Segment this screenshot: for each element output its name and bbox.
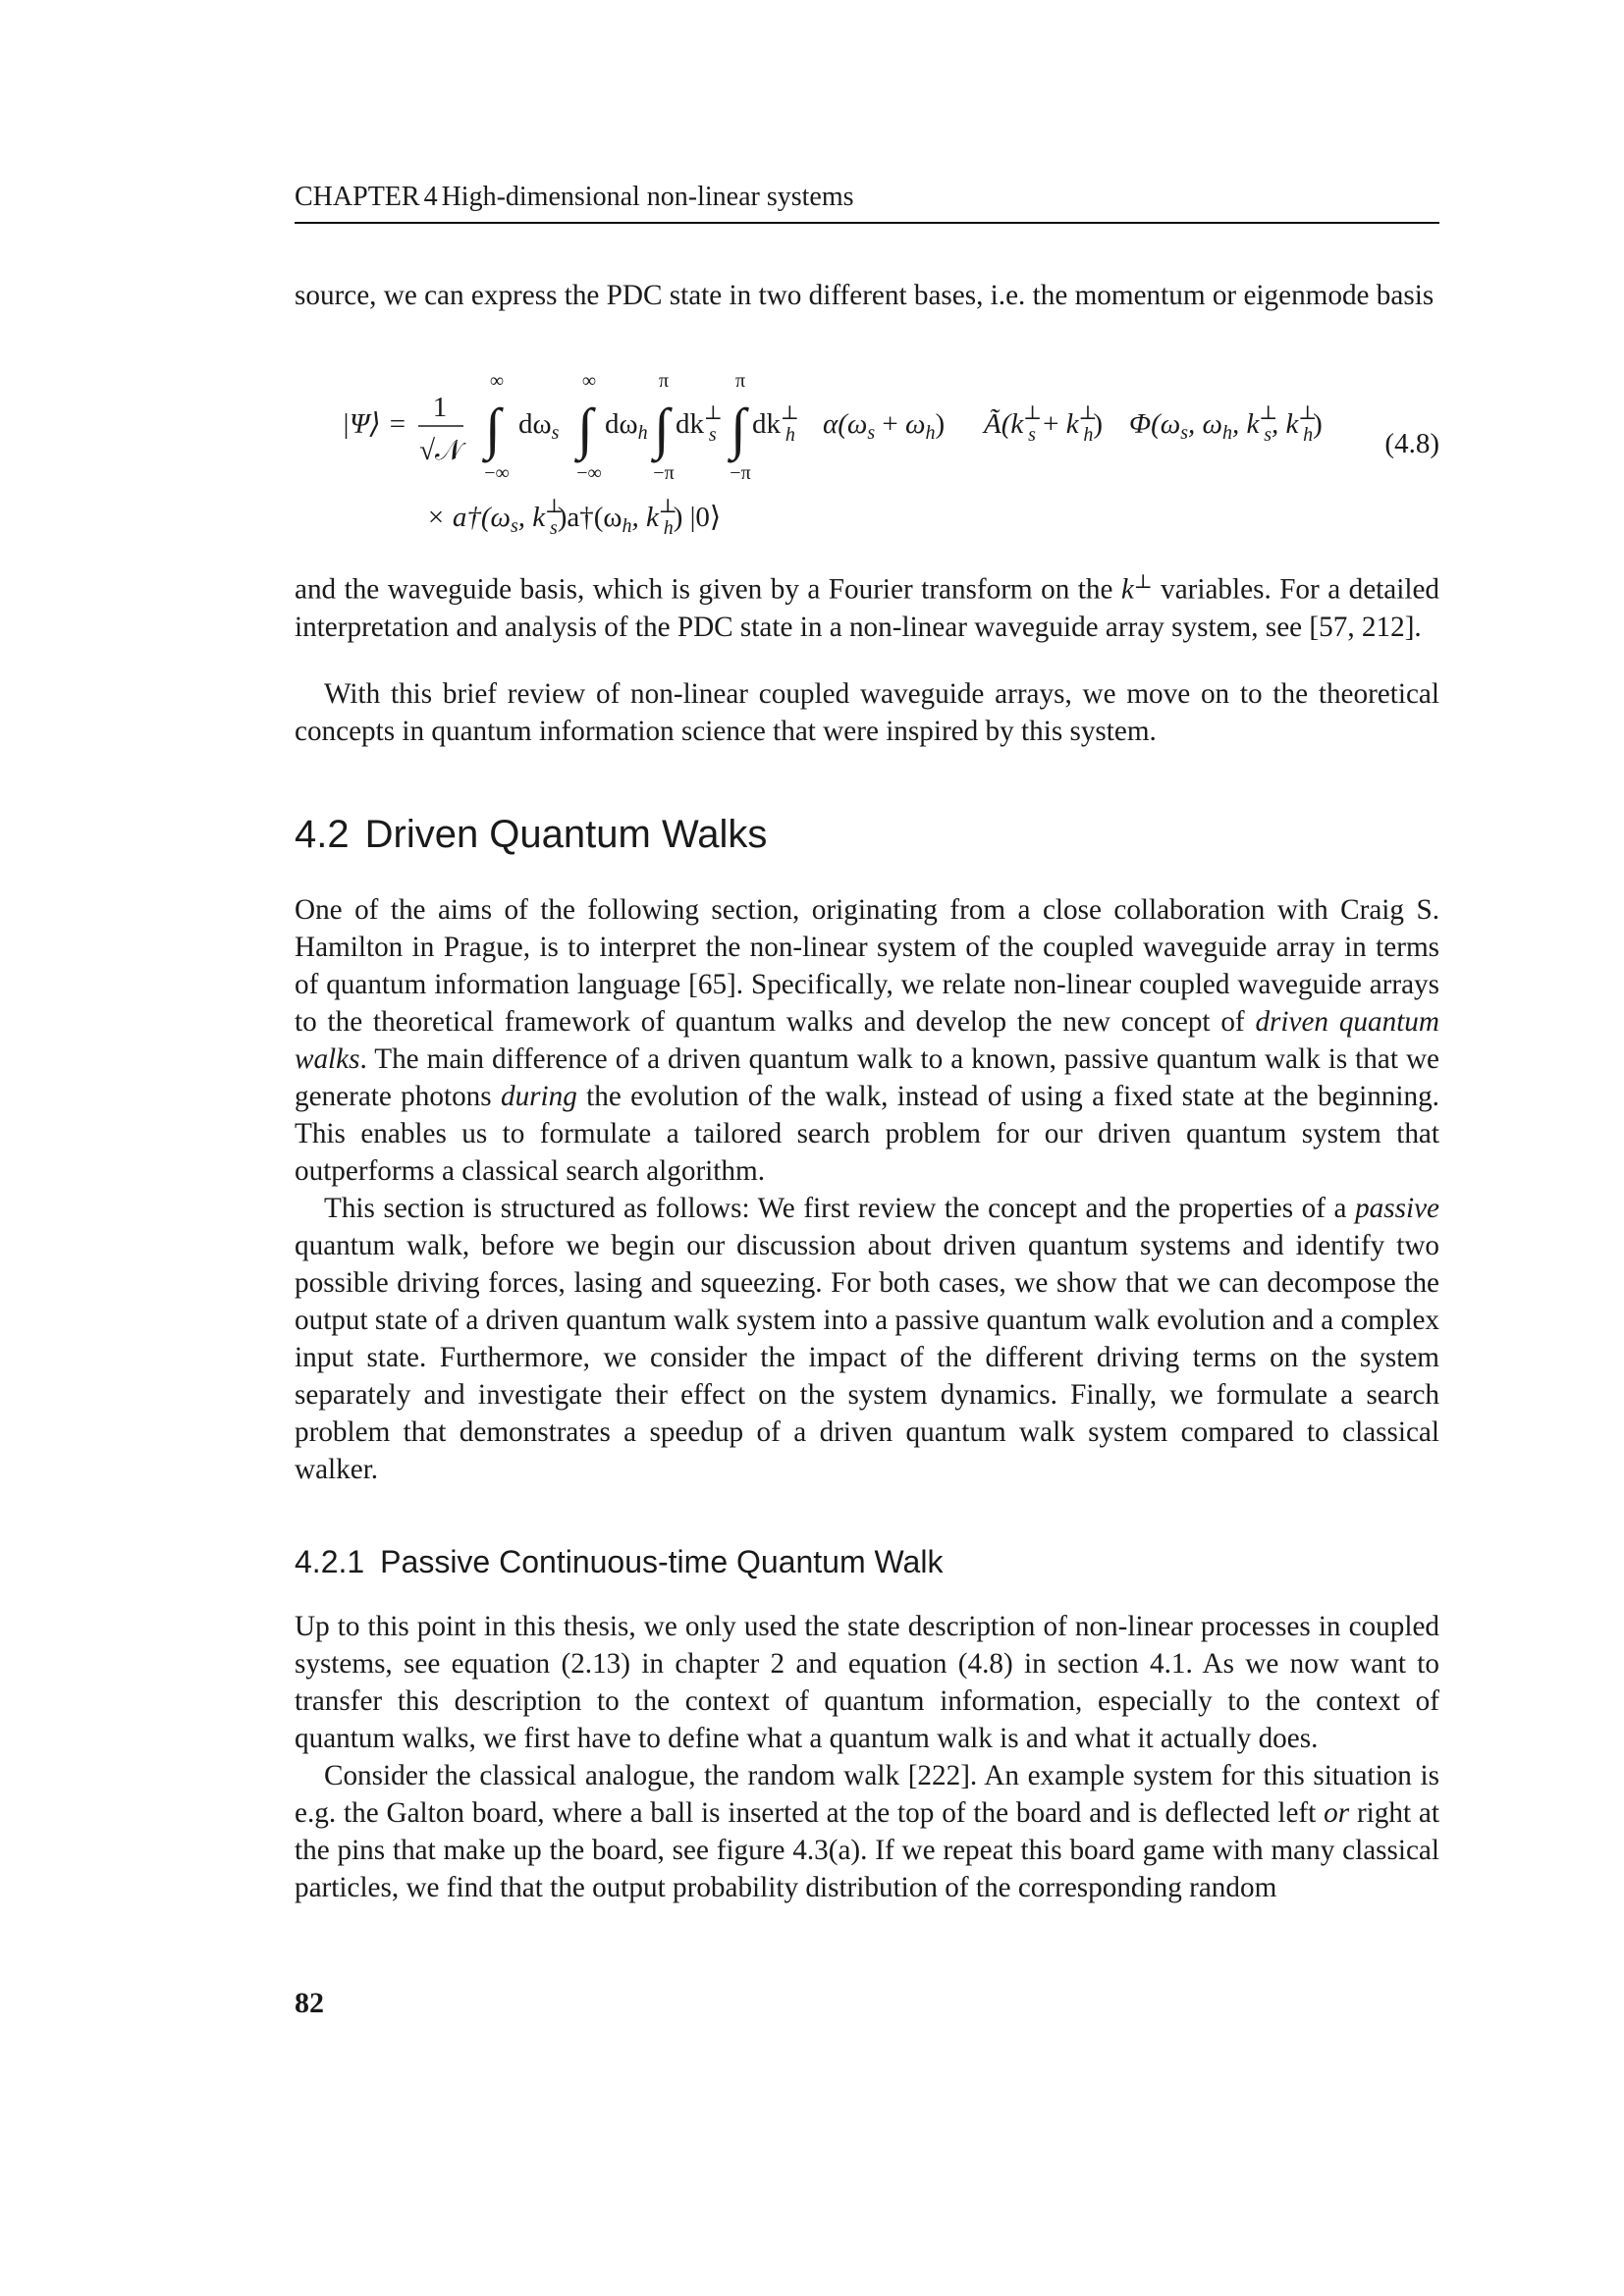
eq-d-omega-s: $d\omega_s$: [518, 408, 560, 444]
eq-lower-2: −∞: [576, 462, 602, 484]
eq-integral-3: ∫: [654, 397, 670, 460]
section-heading: [295, 809, 767, 860]
k-perp-sup: ⊥: [1133, 571, 1153, 593]
eq-d-k-s: dk⊥ s: [676, 402, 723, 446]
equation-body: [324, 365, 1323, 544]
eq-upper-4: π: [734, 370, 746, 392]
eq-lhs: |Ψ⟩ =: [342, 408, 407, 440]
eq-lower-1: −∞: [484, 462, 510, 484]
eq-integral-4: ∫: [731, 397, 746, 460]
equation-4-8: [324, 365, 1439, 544]
running-header: [295, 181, 1439, 220]
paragraph-1: source, we can express the PDC state in two different bases, i.e. the momentum or eigenmode basis: [295, 280, 1435, 311]
eq-phi: $\Phi(\omega_s$, $\omega_h$, k⊥ s, k⊥ h): [1129, 402, 1323, 446]
equation-number: (4.8): [1384, 428, 1439, 459]
eq-integral-2: ∫: [577, 397, 593, 460]
k-perp-var: k: [1120, 573, 1134, 606]
eq-upper-3: π: [658, 370, 670, 392]
header-rule: [295, 222, 1439, 224]
paragraph-5: This section is structured as follows: We first review the concept and the properties of a passive quantum walk, before we begin our discussion about driven quantum systems and identify two possible driving forces, lasing and squeezing. For both cases, we show that we can decompose the output state of a driven quantum walk system into a passive quantum walk evolution and a complex input state. Furthermore, we consider the impact of the different driving terms on the system separately and investigate their effect on the system dynamics. Finally, we formulate a search problem that demonstrates a speedup of a driven quantum walk system compared to classical walker.: [295, 1193, 1439, 1485]
chapter-title: High-dimensional non-linear systems: [441, 182, 854, 212]
chapter-number: 4: [423, 182, 438, 212]
subsection-heading: [295, 1541, 943, 1582]
chapter-label: CHAPTER: [295, 182, 420, 212]
paragraph-4: One of the aims of the following section, originating from a close collaboration with Craig S. Hamilton in Prague, is to interpret the non-linear system of the coupled waveguide array in terms of quantum information language [65]. Specifically, we relate non-linear coupled waveguide arrays to the theoretical framework of quantum walks and develop the new concept of driven quantum walks. The main difference of a driven quantum walk to a known, passive quantum walk is that we generate photons during the evolution of the walk, instead of using a fixed state at the beginning. This enables us to formulate a tailored search problem for our driven quantum system that outperforms a classical search algorithm.: [295, 894, 1439, 1187]
eq-integral-1: ∫: [485, 397, 501, 460]
eq-frac-num: 1: [432, 392, 448, 423]
paragraph-3: With this brief review of non-linear coupled waveguide arrays, we move on to the theoretical concepts in quantum information science that were inspired by this system.: [295, 678, 1439, 747]
eq-d-omega-h: $d\omega_h$: [605, 408, 648, 444]
eq-a-tilde: Ã(k⊥ s + k⊥ h): [984, 402, 1104, 446]
eq-alpha: $\alpha(\omega_s + \omega_h)$: [823, 408, 946, 444]
subsection-number: 4.2.1: [295, 1544, 365, 1579]
eq-d-k-h: dk⊥ h: [752, 402, 799, 446]
page-number: 82: [295, 1987, 324, 2019]
paragraph-7: Consider the classical analogue, the random walk [222]. An example system for this situation is e.g. the Galton board, where a ball is inserted at the top of the board and is deflected left or right at the pins that make up the board, see figure 4.3(a). If we repeat this board game with many classical particles, we find that the output probability distribution of the corresponding random: [295, 1760, 1439, 1903]
paragraph-2: and the waveguide basis, which is given by a Fourier transform on the k⊥ variables. For a detailed interpretation and analysis of the PDC state in a non-linear waveguide array system, see [57, 212].: [295, 571, 1439, 643]
eq-frac-den: √𝒩: [419, 435, 462, 466]
eq-upper-1: ∞: [489, 370, 505, 392]
eq-lower-4: −π: [730, 462, 751, 484]
section-title: Driven Quantum Walks: [364, 813, 768, 856]
eq-line-2: × $a\dagger(\omega_s$, k⊥ $s)a\dagger(\omega_h$, k⊥ h) |0⟩: [426, 496, 722, 539]
section-number: 4.2: [295, 813, 350, 856]
paragraph-6: Up to this point in this thesis, we only used the state description of non-linear processes in coupled systems, see equation (2.13) in chapter 2 and equation (4.8) in section 4.1. As we now want to transfer this description to the context of quantum information, especially to the context of quantum walks, we first have to define what a quantum walk is and what it actually does.: [295, 1611, 1439, 1754]
subsection-title: Passive Continuous-time Quantum Walk: [380, 1544, 944, 1579]
eq-upper-2: ∞: [581, 370, 597, 392]
eq-lower-3: −π: [653, 462, 675, 484]
